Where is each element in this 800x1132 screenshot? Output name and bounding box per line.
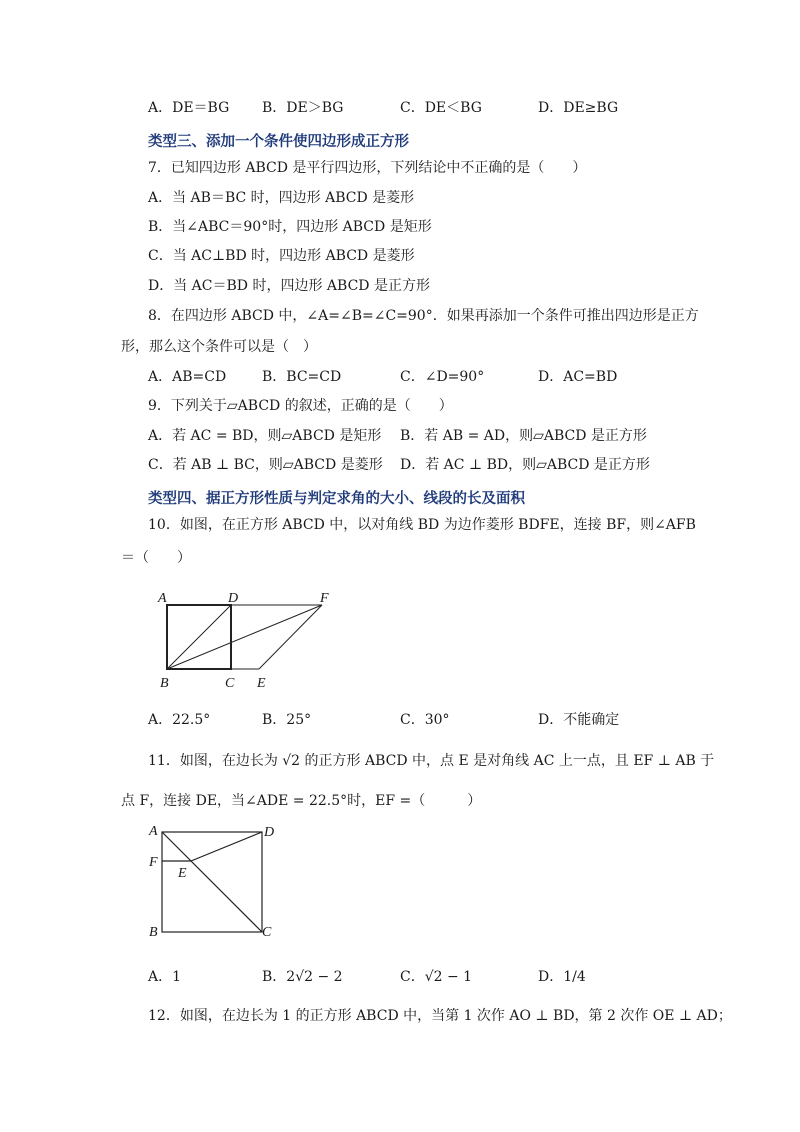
q11-label-c: C <box>262 925 272 940</box>
q8-option-d: D．AC=BD <box>538 369 618 385</box>
q10-label-a: A <box>158 591 167 606</box>
q10-line-fe <box>259 605 322 669</box>
section3-heading: 类型三、添加一个条件使四边形成正方形 <box>148 134 409 150</box>
q10-label-d: D <box>228 591 239 606</box>
q10-label-b: B <box>160 676 169 691</box>
q10-diagonal-bd <box>167 605 231 669</box>
q9-option-d: D．若 AC ⊥ BD，则▱ABCD 是正方形 <box>400 457 650 473</box>
q11-stem-line1: 11．如图，在边长为 √2 的正方形 ABCD 中，点 E 是对角线 AC 上一点，且 EF ⊥ AB 于 <box>148 753 715 769</box>
q10-option-d: D．不能确定 <box>538 712 620 728</box>
q10-line-bf <box>167 605 322 669</box>
q10-label-e: E <box>257 676 266 691</box>
q11-label-b: B <box>149 925 158 940</box>
q11-option-b: B．2√2 − 2 <box>262 969 343 985</box>
q11-figure <box>145 822 285 942</box>
q8-option-c: C．∠D=90° <box>400 369 485 385</box>
section4-heading: 类型四、据正方形性质与判定求角的大小、线段的长及面积 <box>148 491 525 507</box>
q10-option-a: A．22.5° <box>148 712 211 728</box>
q11-option-a: A．1 <box>148 969 182 985</box>
q11-option-d: D．1/4 <box>538 969 586 985</box>
q9-option-c: C．若 AB ⊥ BC，则▱ABCD 是菱形 <box>148 457 383 473</box>
q8-stem-line1: 8．在四边形 ABCD 中，∠A=∠B=∠C=90°．如果再添加一个条件可推出四边形是正方 <box>148 308 699 324</box>
q12-stem: 12．如图，在边长为 1 的正方形 ABCD 中，当第 1 次作 AO ⊥ BD，第 2 次作 OE ⊥ AD； <box>148 1008 732 1024</box>
q9-stem: 9．下列关于▱ABCD 的叙述，正确的是（ ） <box>148 398 453 414</box>
q7-option-a: A．当 AB＝BC 时，四边形 ABCD 是菱形 <box>148 190 415 206</box>
q11-label-e: E <box>178 866 187 881</box>
q6-option-d: D．DE≥BG <box>538 100 619 116</box>
q8-stem-line2: 形，那么这个条件可以是（ ） <box>121 339 317 355</box>
q9-option-a: A．若 AC = BD，则▱ABCD 是矩形 <box>148 428 382 444</box>
q10-figure <box>150 585 350 695</box>
q11-stem-line2: 点 F，连接 DE，当∠ADE = 22.5°时，EF =（ ） <box>121 793 482 809</box>
q7-option-b: B．当∠ABC＝90°时，四边形 ABCD 是矩形 <box>148 219 432 235</box>
q11-label-d: D <box>264 825 275 840</box>
q6-option-c: C．DE＜BG <box>400 100 482 116</box>
q10-label-f: F <box>320 591 329 606</box>
q10-label-c: C <box>225 676 235 691</box>
q11-option-c: C．√2 − 1 <box>400 969 473 985</box>
q10-stem-line2: ＝（ ） <box>121 550 191 566</box>
q6-option-a: A．DE＝BG <box>148 100 230 116</box>
q7-option-c: C．当 AC⊥BD 时，四边形 ABCD 是菱形 <box>148 248 415 264</box>
q11-label-f: F <box>149 855 158 870</box>
q10-stem-line1: 10．如图，在正方形 ABCD 中，以对角线 BD 为边作菱形 BDFE，连接 BF，则∠AFB <box>148 517 696 533</box>
q6-option-b: B．DE＞BG <box>262 100 344 116</box>
q11-diagonal-ac <box>162 832 262 932</box>
q10-option-c: C．30° <box>400 712 450 728</box>
q9-option-b: B．若 AB = AD，则▱ABCD 是正方形 <box>400 428 647 444</box>
q11-label-a: A <box>149 824 158 839</box>
q7-stem: 7．已知四边形 ABCD 是平行四边形，下列结论中不正确的是（ ） <box>148 160 587 176</box>
q11-line-de <box>191 832 262 861</box>
q8-option-a: A．AB=CD <box>148 369 227 385</box>
q7-option-d: D．当 AC＝BD 时，四边形 ABCD 是正方形 <box>148 278 430 294</box>
q10-option-b: B．25° <box>262 712 312 728</box>
q8-option-b: B．BC=CD <box>262 369 342 385</box>
